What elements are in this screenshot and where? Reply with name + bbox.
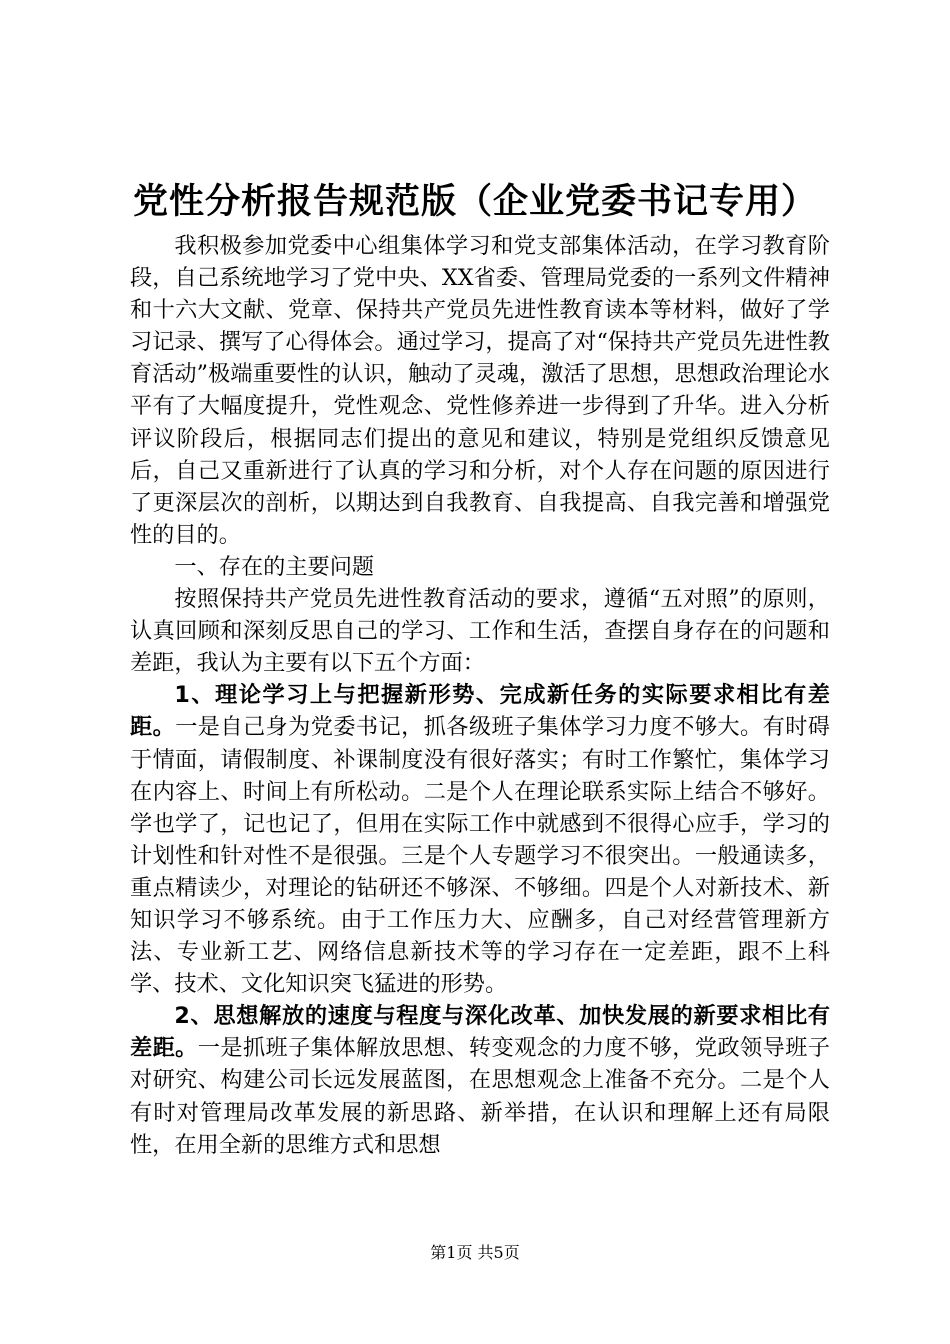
section-intro-paragraph: 按照保持共产党员先进性教育活动的要求，遵循“五对照”的原则，认真回顾和深刻反思自己的学习、工作和生活，查摆自身存在的问题和差距，我认为主要有以下五个方面：	[130, 586, 830, 677]
problem-item-2-lead: 2、思想解放的速度与程度与深化改革、加快发展的新要求相比有差距。	[130, 1003, 830, 1062]
problem-item-1-lead: 1、理论学习上与把握新形势、完成新任务的实际要求相比有差距。	[130, 682, 830, 741]
document-body	[130, 230, 830, 1161]
problem-item-2-text: 一是抓班子集体解放思想、转变观念的力度不够，党政领导班子对研究、构建公司长远发展蓝图，在思想观念上准备不充分。二是个人有时对管理局改革发展的新思路、新举措，在认识和理解上还有局限性，在用全新的思维方式和思想	[130, 1035, 830, 1158]
page-footer: 第1页 共5页	[430, 1243, 520, 1262]
problem-item-2	[130, 1000, 830, 1160]
problem-item-1	[130, 679, 830, 1000]
section-heading: 一、存在的主要问题	[174, 553, 375, 580]
problem-item-1-text: 一是自己身为党委书记，抓各级班子集体学习力度不够大。有时碍于情面，请假制度、补课制度没有很好落实；有时工作繁忙，集体学习在内容上、时间上有所松动。二是个人在理论联系实际上结合不够好。学也学了，记也记了，但用在实际工作中就感到不很得心应手，学习的计划性和针对性不是很强。三是个人专题学习不很突出。一般通读多，重点精读少，对理论的钻研还不够深、不够细。四是个人对新技术、新知识学习不够系统。由于工作压力大、应酬多，自己对经营管理新方法、专业新工艺、网络信息新技术等的学习存在一定差距，跟不上科学、技术、文化知识突飞猛进的形势。	[130, 714, 830, 998]
intro-paragraph: 我积极参加党委中心组集体学习和党支部集体活动，在学习教育阶段，自己系统地学习了党中央、XX省委、管理局党委的一系列文件精神和十六大文献、党章、保持共产党员先进性教育读本等材料，做好了学习记录、撰写了心得体会。通过学习，提高了对“保持共产党员先进性教育活动”极端重要性的认识，触动了灵魂，激活了思想，思想政治理论水平有了大幅度提升，党性观念、党性修养进一步得到了升华。进入分析评议阶段后，根据同志们提出的意见和建议，特别是党组织反馈意见后，自己又重新进行了认真的学习和分析，对个人存在问题的原因进行了更深层次的剖析，以期达到自我教育、自我提高、自我完善和增强党性的目的。	[130, 233, 830, 548]
document-title: 党性分析报告规范版（企业党委书记专用）	[132, 182, 817, 222]
